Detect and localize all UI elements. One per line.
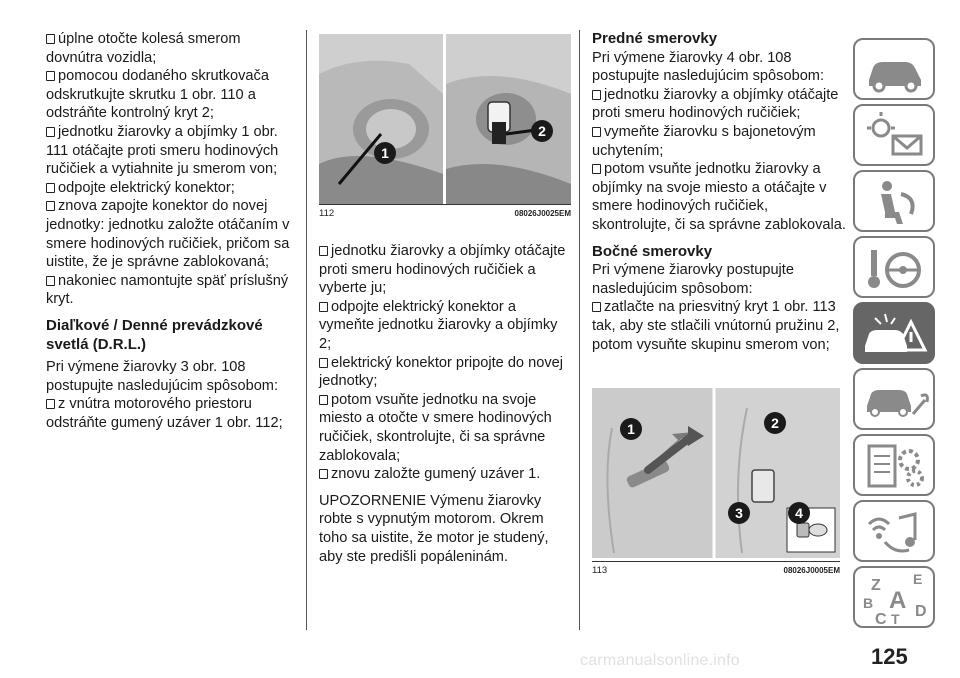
callout-badge-2: 2 — [531, 120, 553, 142]
steering-key-icon — [855, 238, 937, 300]
checkbox-bullet-icon — [319, 246, 328, 256]
list-item: pomocou dodaného skrutkovača odskrutkujte skrutku 1 obr. 110 a odstráňte kontrolný kryt 2; — [46, 68, 269, 122]
list-item: znovu založte gumený uzáver 1. — [319, 465, 571, 484]
page-number: 125 — [871, 644, 908, 669]
callout-badge-1: 1 — [620, 418, 642, 440]
section-heading-front-indicators: Predné smerovky — [592, 30, 718, 47]
checkbox-bullet-icon — [319, 302, 328, 312]
list-item: vymeňte žiarovku s bajonetovým uchytením; — [592, 123, 816, 159]
chapter-tab-car[interactable] — [853, 38, 935, 100]
seat-airbag-icon — [855, 172, 937, 234]
text-column-2 — [319, 242, 571, 566]
index-letter: T — [891, 611, 900, 627]
checkbox-bullet-icon — [46, 399, 55, 409]
specs-gears-icon — [855, 436, 937, 498]
checkbox-bullet-icon — [46, 34, 55, 44]
engine-bay-photo-right — [446, 34, 571, 204]
list-item: nakoniec namontujte späť príslušný kryt. — [46, 272, 289, 308]
index-letter: C — [875, 611, 887, 628]
paragraph: Pri výmene žiarovky 4 obr. 108 postupujte nasledujúcim spôsobom: — [592, 49, 825, 85]
text-column-3 — [592, 30, 848, 354]
callout-badge-2: 2 — [764, 412, 786, 434]
checkbox-bullet-icon — [592, 164, 601, 174]
callout-badge-4: 4 — [788, 502, 810, 524]
bulb-holder-illustration — [446, 34, 571, 204]
side-indicator-illustration — [592, 388, 840, 558]
text-column-1 — [46, 30, 298, 432]
callout-badge-3: 3 — [728, 502, 750, 524]
figure-112 — [319, 34, 571, 220]
chapter-tab-emergency[interactable] — [853, 302, 935, 364]
list-item: potom vsuňte jednotku na svoje miesto a otočte v smere hodinových ručičiek, skontrolujte, či sa správne zablokovala; — [319, 391, 552, 464]
chapter-tab-multimedia[interactable] — [853, 500, 935, 562]
list-item: odpojte elektrický konektor a vymeňte jednotku žiarovky a objímky 2; — [319, 298, 558, 352]
callout-badge-1: 1 — [374, 142, 396, 164]
checkbox-bullet-icon — [592, 127, 601, 137]
checkbox-bullet-icon — [46, 183, 55, 193]
checkbox-bullet-icon — [46, 71, 55, 81]
chapter-tab-maintenance[interactable] — [853, 368, 935, 430]
column-divider — [579, 30, 580, 630]
warning-light-icon — [855, 106, 937, 168]
paragraph: Pri výmene žiarovky postupujte nasledujúcim spôsobom: — [592, 262, 794, 297]
list-item: zatlačte na priesvitný kryt 1 obr. 113 tak, aby ste stlačili vnútornú pružinu 2, potom vysuňte skupinu smerom von; — [592, 299, 840, 353]
checkbox-bullet-icon — [319, 358, 328, 368]
section-heading-side-indicators: Bočné smerovky — [592, 242, 713, 260]
side-indicator-photo — [592, 388, 840, 558]
car-icon — [855, 40, 937, 102]
column-divider — [306, 30, 307, 630]
service-wrench-icon — [855, 370, 937, 432]
list-item: jednotku žiarovky a objímky otáčajte proti smeru hodinových ručičiek a vyberte ju; — [319, 243, 566, 297]
chapter-tab-safety[interactable] — [853, 170, 935, 232]
index-letters-icon — [855, 568, 937, 630]
caption-rule — [319, 204, 571, 205]
checkbox-bullet-icon — [592, 302, 601, 312]
figure-code: 08026J0005EM — [783, 566, 840, 575]
watermark: carmanualsonline.info — [580, 652, 740, 669]
list-item: potom vsuňte jednotku žiarovky a objímky na svoje miesto a otáčajte v smere hodinových ručičiek, skontrolujte, či sa správne zablokovala. — [592, 161, 846, 233]
list-item: z vnútra motorového priestoru odstráňte gumený uzáver 1 obr. 112; — [46, 396, 283, 431]
figure-number: 112 — [319, 208, 335, 219]
list-item: úplne otočte kolesá smerom dovnútra vozidla; — [46, 31, 241, 66]
index-letter: Z — [871, 577, 881, 594]
paragraph: Pri výmene žiarovky 3 obr. 108 postupujte nasledujúcim spôsobom: — [46, 359, 279, 394]
figure-code: 08026J0025EM — [514, 209, 571, 218]
checkbox-bullet-icon — [319, 395, 328, 405]
chapter-tab-starting-driving[interactable] — [853, 236, 935, 298]
index-letter: B — [863, 595, 874, 611]
index-letter: E — [913, 571, 923, 587]
figure-113 — [592, 388, 840, 578]
multimedia-icon — [855, 502, 937, 564]
headlamp-rubber-cap-illustration — [319, 34, 443, 204]
breakdown-icon — [855, 304, 937, 366]
warning-note: UPOZORNENIE Výmenu žiarovky robte s vypnutým motorom. Okrem toho sa uistite, že motor je studený, aby ste predišli popáleninám. — [319, 492, 549, 565]
index-letter: D — [915, 603, 927, 620]
checkbox-bullet-icon — [46, 127, 55, 137]
checkbox-bullet-icon — [319, 469, 328, 479]
section-heading-drl: Diaľkové / Denné prevádzkové svetlá (D.R.L.) — [46, 316, 263, 353]
engine-bay-photo-left — [319, 34, 443, 204]
caption-rule — [592, 561, 840, 562]
list-item: elektrický konektor pripojte do novej jednotky; — [319, 354, 563, 390]
chapter-tab-index[interactable] — [853, 566, 935, 628]
list-item: jednotku žiarovky a objímky otáčajte proti smeru hodinových ručičiek; — [592, 86, 839, 122]
checkbox-bullet-icon — [46, 276, 55, 286]
chapter-tab-warning-lights[interactable] — [853, 104, 935, 166]
checkbox-bullet-icon — [46, 201, 55, 211]
figure-number: 113 — [592, 565, 608, 576]
chapter-tab-technical-data[interactable] — [853, 434, 935, 496]
list-item: znova zapojte konektor do novej jednotky: jednotku založte otáčaním v smere hodinových ručičiek, pričom sa uistite, že je správne zablokovaná; — [46, 198, 290, 271]
checkbox-bullet-icon — [592, 90, 601, 100]
list-item: odpojte elektrický konektor; — [46, 179, 298, 198]
list-item: jednotku žiarovky a objímky 1 obr. 111 otáčajte proti smeru hodinových ručičiek a vytiahnite ju smerom von; — [46, 123, 279, 178]
index-letter: A — [889, 587, 907, 614]
